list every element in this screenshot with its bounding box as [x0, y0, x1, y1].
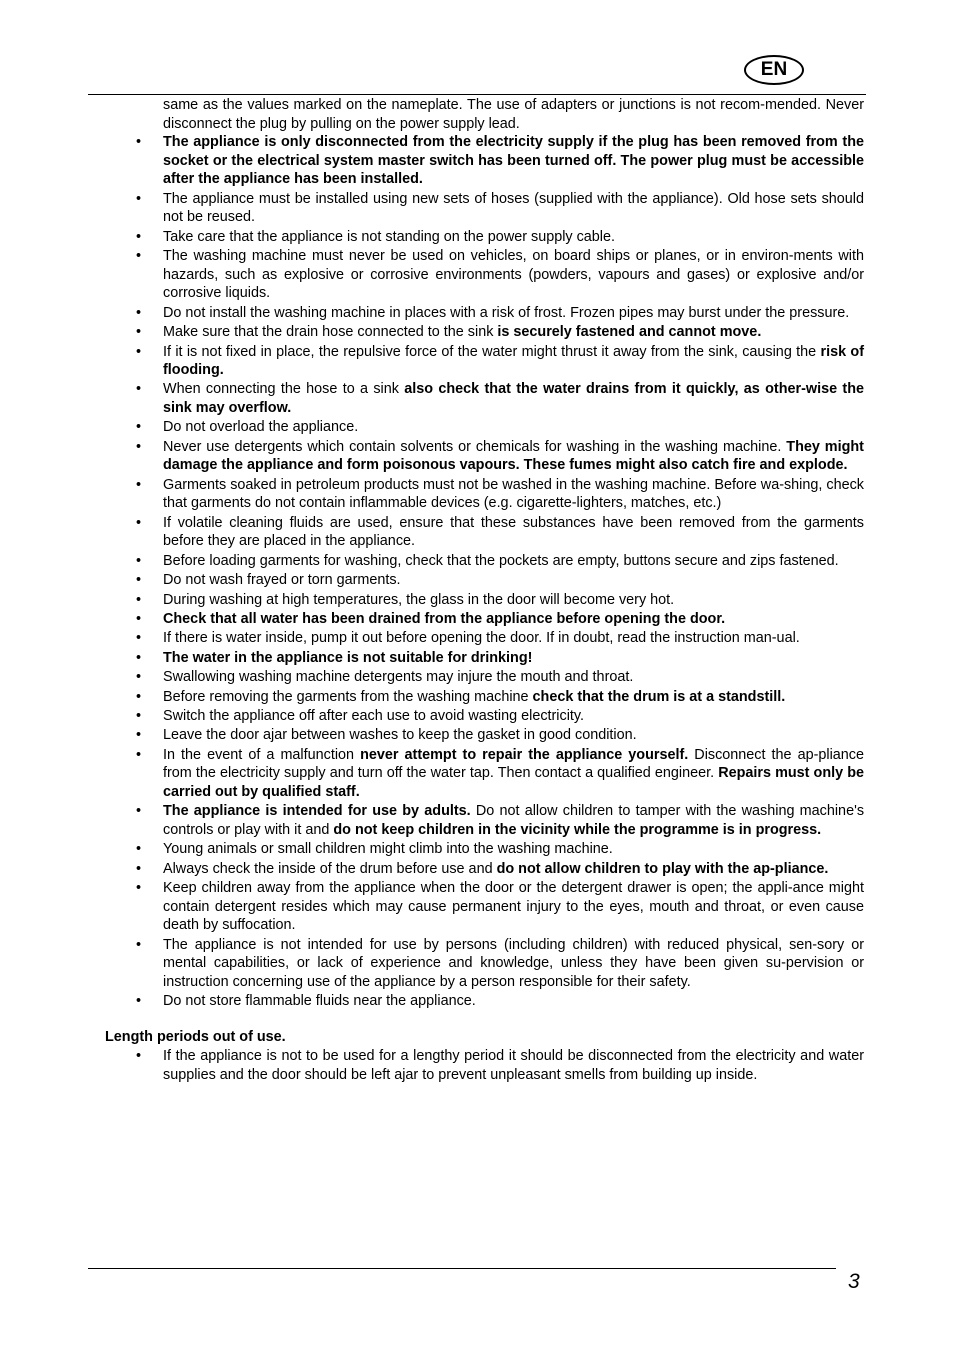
bullet-item: [163, 629, 864, 648]
bullet-item: [163, 707, 864, 726]
bold-text: They might damage the appliance and form poisonous vapours. These fumes might also catch fire and explode.: [163, 438, 864, 474]
continuation-paragraph: same as the values marked on the nameplate. The use of adapters or junctions is not recom-mended. Never disconnect the plug by pulling on the power supply lead.: [163, 97, 864, 132]
bullet-item: [163, 1047, 864, 1084]
bullet-item: [163, 879, 864, 935]
section-heading-length-periods: Length periods out of use.: [105, 1028, 286, 1045]
text: Make sure that the drain hose connected to the sink: [163, 324, 498, 341]
text: The washing machine must never be used on vehicles, on board ships or planes, or in environ-ments with hazards, such as explosive or corrosive environments (powders, vapours and gases) or explosive and/or corrosive liquids.: [163, 248, 864, 302]
text: The appliance is not intended for use by persons (including children) with reduced physical, sen-sory or mental capabilities, or lack of experience and knowledge, unless they have been given su-pervision or instruction concerning use of the appliance by a person responsible for their safety.: [163, 936, 864, 990]
bullet-item: [163, 304, 864, 323]
text: Switch the appliance off after each use to avoid wasting electricity.: [163, 707, 585, 724]
text: When connecting the hose to a sink: [163, 381, 405, 398]
bold-text: Check that all water has been drained from the appliance before opening the door.: [163, 610, 726, 627]
bullet-item: [163, 840, 864, 859]
text: Do not install the washing machine in places with a risk of frost. Frozen pipes may burst under the pressure.: [163, 304, 850, 321]
bullet-item: [163, 726, 864, 745]
bold-text: is securely fastened and cannot move.: [497, 324, 762, 341]
bullet-item: [163, 649, 864, 668]
text: If the appliance is not to be used for a lengthy period it should be disconnected from the electricity and water supplies and the door should be left ajar to prevent unpleasant smells from building up inside.: [163, 1048, 864, 1083]
text: Do not wash frayed or torn garments.: [163, 572, 401, 589]
bullet-item: [163, 476, 864, 513]
text: Before loading garments for washing, check that the pockets are empty, buttons secure and zips fastened.: [163, 552, 839, 569]
bullet-item: [163, 438, 864, 475]
bold-text: The appliance is intended for use by adults.: [163, 803, 471, 820]
bold-text: check that the drum is at a standstill.: [532, 688, 786, 705]
text: If it is not fixed in place, the repulsive force of the water might thrust it away from the sink, causing the: [163, 343, 821, 360]
bold-text: risk of flooding.: [163, 343, 864, 379]
footer-rule: [88, 1268, 836, 1269]
bullet-item: [163, 190, 864, 227]
bullet-item: [163, 228, 864, 247]
bullet-item: [163, 936, 864, 992]
header-rule: [88, 94, 866, 95]
bullet-item: [163, 688, 864, 707]
bullet-item: [163, 746, 864, 802]
bullet-item: [163, 514, 864, 551]
text: Do not allow children to tamper with the washing machine's controls or play with it and: [163, 803, 865, 838]
text: Disconnect the ap-pliance from the electricity supply and turn off the water tap. Then contact a qualified engineer.: [163, 746, 864, 782]
bold-text: The water in the appliance is not suitable for drinking!: [163, 649, 533, 666]
bullet-item: [163, 668, 864, 687]
text: The appliance must be installed using new sets of hoses (supplied with the appliance). Old hose sets should not be reused.: [163, 190, 864, 226]
bullet-item: [163, 552, 864, 571]
bold-text: Repairs must only be carried out by qualified staff.: [163, 765, 864, 800]
text: Swallowing washing machine detergents may injure the mouth and throat.: [163, 669, 634, 686]
bullet-item: [163, 418, 864, 437]
bullet-item: [163, 133, 864, 189]
bullet-item: [163, 323, 864, 342]
text: Take care that the appliance is not standing on the power supply cable.: [163, 228, 615, 245]
out-of-use-bullet-list: [163, 1047, 864, 1084]
bullet-item: [163, 380, 864, 417]
bold-text: also check that the water drains from it quickly, as other-wise the sink may overflow.: [163, 381, 864, 417]
text: During washing at high temperatures, the glass in the door will become very hot.: [163, 591, 675, 608]
text: Leave the door ajar between washes to keep the gasket in good condition.: [163, 727, 637, 744]
bold-text: never attempt to repair the appliance yourself.: [360, 746, 689, 763]
text: If volatile cleaning fluids are used, ensure that these substances have been removed from the garments before they are placed in the appliance.: [163, 514, 864, 550]
text: Young animals or small children might climb into the washing machine.: [163, 841, 613, 858]
text: If there is water inside, pump it out before opening the door. If in doubt, read the instruction man-ual.: [163, 630, 800, 647]
bullet-item: [163, 610, 864, 629]
text: Garments soaked in petroleum products must not be washed in the washing machine. Before wa-shing, check that garments do not contain inflammable devices (e.g. cigarette-lighters, matches, etc.): [163, 476, 864, 512]
bold-text: do not keep children in the vicinity while the programme is in progress.: [333, 821, 822, 838]
bullet-item: [163, 992, 864, 1011]
bullet-item: [163, 247, 864, 303]
safety-bullet-list: [163, 133, 864, 1011]
safety-instructions-content: [105, 96, 865, 1085]
text: Do not store flammable fluids near the appliance.: [163, 993, 476, 1010]
text: Before removing the garments from the washing machine: [163, 688, 533, 705]
text: Keep children away from the appliance when the door or the detergent drawer is open; the appli-ance might contain detergent resides which may cause permanent injury to the eyes, mouth and throat, or even cause death by suffocation.: [163, 880, 864, 934]
text: In the event of a malfunction: [163, 746, 361, 763]
bullet-item: [163, 591, 864, 610]
text: Always check the inside of the drum before use and: [163, 860, 497, 877]
bold-text: do not allow children to play with the ap-pliance.: [496, 860, 829, 877]
bullet-item: [163, 860, 864, 879]
text: Do not overload the appliance.: [163, 419, 359, 436]
bold-text: The appliance is only disconnected from the electricity supply if the plug has been removed from the socket or the electrical system master switch has been turned off. The power plug must be accessible after the appliance has been installed.: [163, 134, 864, 188]
bullet-item: [163, 802, 864, 839]
bullet-item: [163, 571, 864, 590]
text: Never use detergents which contain solvents or chemicals for washing in the washing machine.: [163, 438, 787, 455]
page-number: 3: [848, 1270, 860, 1293]
bullet-item: [163, 343, 864, 380]
language-badge-en: EN: [744, 55, 804, 85]
